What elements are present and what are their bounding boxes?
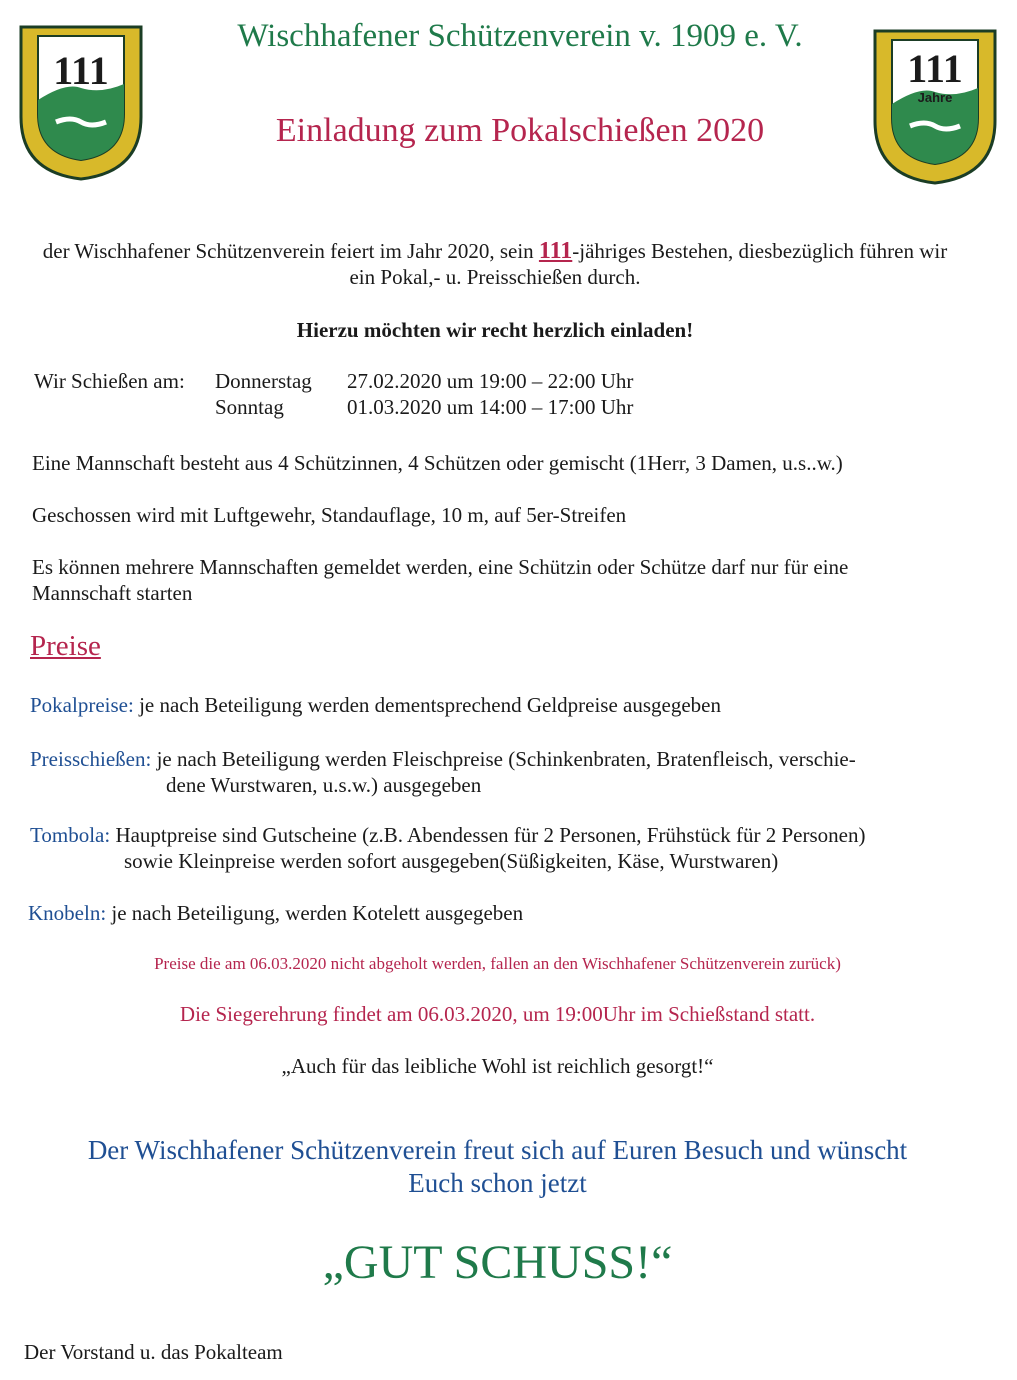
motto: „GUT SCHUSS!“ (322, 1236, 673, 1289)
prize-label: Knobeln: (28, 901, 107, 925)
registration-info: Es können mehrere Mannschaften gemeldet werden, eine Schützin oder Schütze darf nur für eine Mannschaft starten (32, 555, 849, 605)
schedule-day: Sonntag (215, 395, 284, 419)
prize-text: Hauptpreise sind Gutscheine (z.B. Abendessen für 2 Personen, Frühstück für 2 Personen) (110, 823, 866, 847)
badge-number: 111 (53, 48, 109, 93)
page-title: Einladung zum Pokalschießen 2020 (275, 112, 765, 149)
prize-text: je nach Beteiligung werden Fleischpreise (Schinkenbraten, Bratenfleisch, verschie- (151, 747, 856, 771)
intro-part1: der Wischhafener Schützenverein feiert im Jahr 2020, sein (42, 239, 539, 263)
prizes-heading: Preise (30, 630, 101, 662)
prize-tombola (30, 822, 960, 874)
badge-jahre: Jahre (917, 90, 953, 105)
intro-part2: -jähriges Bestehen, diesbezüglich führen wir ein Pokal,- u. Preisschießen durch. (349, 239, 948, 289)
shooting-info: Geschossen wird mit Luftgewehr, Standauflage, 10 m, auf 5er-Streifen (32, 503, 627, 527)
signature: Der Vorstand u. das Pokalteam (24, 1340, 283, 1364)
schedule-time: 27.02.2020 um 19:00 – 22:00 Uhr (347, 369, 634, 393)
farewell-line: Euch schon jetzt (408, 1168, 587, 1198)
prize-text: je nach Beteiligung, werden Kotelett ausgegeben (106, 901, 524, 925)
farewell-message (30, 1134, 965, 1200)
invitation-line: Hierzu möchten wir recht herzlich einladen! (296, 318, 694, 342)
prize-label: Pokalpreise: (30, 693, 134, 717)
schedule-day: Donnerstag (215, 369, 312, 393)
schedule-time: 01.03.2020 um 14:00 – 17:00 Uhr (347, 395, 634, 419)
team-info: Eine Mannschaft besteht aus 4 Schützinnen, 4 Schützen oder gemischt (1Herr, 3 Damen, u.s..w.) (32, 451, 843, 475)
anniversary-number: 111 (538, 238, 573, 264)
badge-number: 111 (907, 46, 963, 91)
prize-pokal (30, 692, 960, 718)
pickup-notice: Preise die am 06.03.2020 nicht abgeholt werden, fallen an den Wischhafener Schützenverein zurück) (154, 954, 841, 973)
schedule-label: Wir Schießen am: (34, 369, 185, 393)
intro-paragraph (30, 238, 960, 290)
prize-text: je nach Beteiligung werden dementsprechend Geldpreise ausgegeben (133, 693, 722, 717)
award-ceremony: Die Siegerehrung findet am 06.03.2020, um 19:00Uhr im Schießstand statt. (179, 1002, 816, 1026)
farewell-line: Der Wischhafener Schützenverein freut sich auf Euren Besuch und wünscht (87, 1135, 908, 1165)
prize-text: dene Wurstwaren, u.s.w.) ausgegeben (166, 773, 482, 797)
prize-label: Tombola: (30, 823, 111, 847)
prize-preisschiessen (30, 746, 960, 798)
club-badge-right (870, 26, 1000, 186)
prize-text: sowie Kleinpreise werden sofort ausgegeben(Süßigkeiten, Käse, Wurstwaren) (124, 849, 779, 873)
club-title: Wischhafener Schützenverein v. 1909 e. V. (237, 18, 803, 54)
prize-knobeln (28, 900, 958, 926)
prize-label: Preisschießen: (30, 747, 152, 771)
food-note: „Auch für das leibliche Wohl ist reichlich gesorgt!“ (281, 1054, 714, 1078)
club-badge-left (16, 22, 146, 182)
